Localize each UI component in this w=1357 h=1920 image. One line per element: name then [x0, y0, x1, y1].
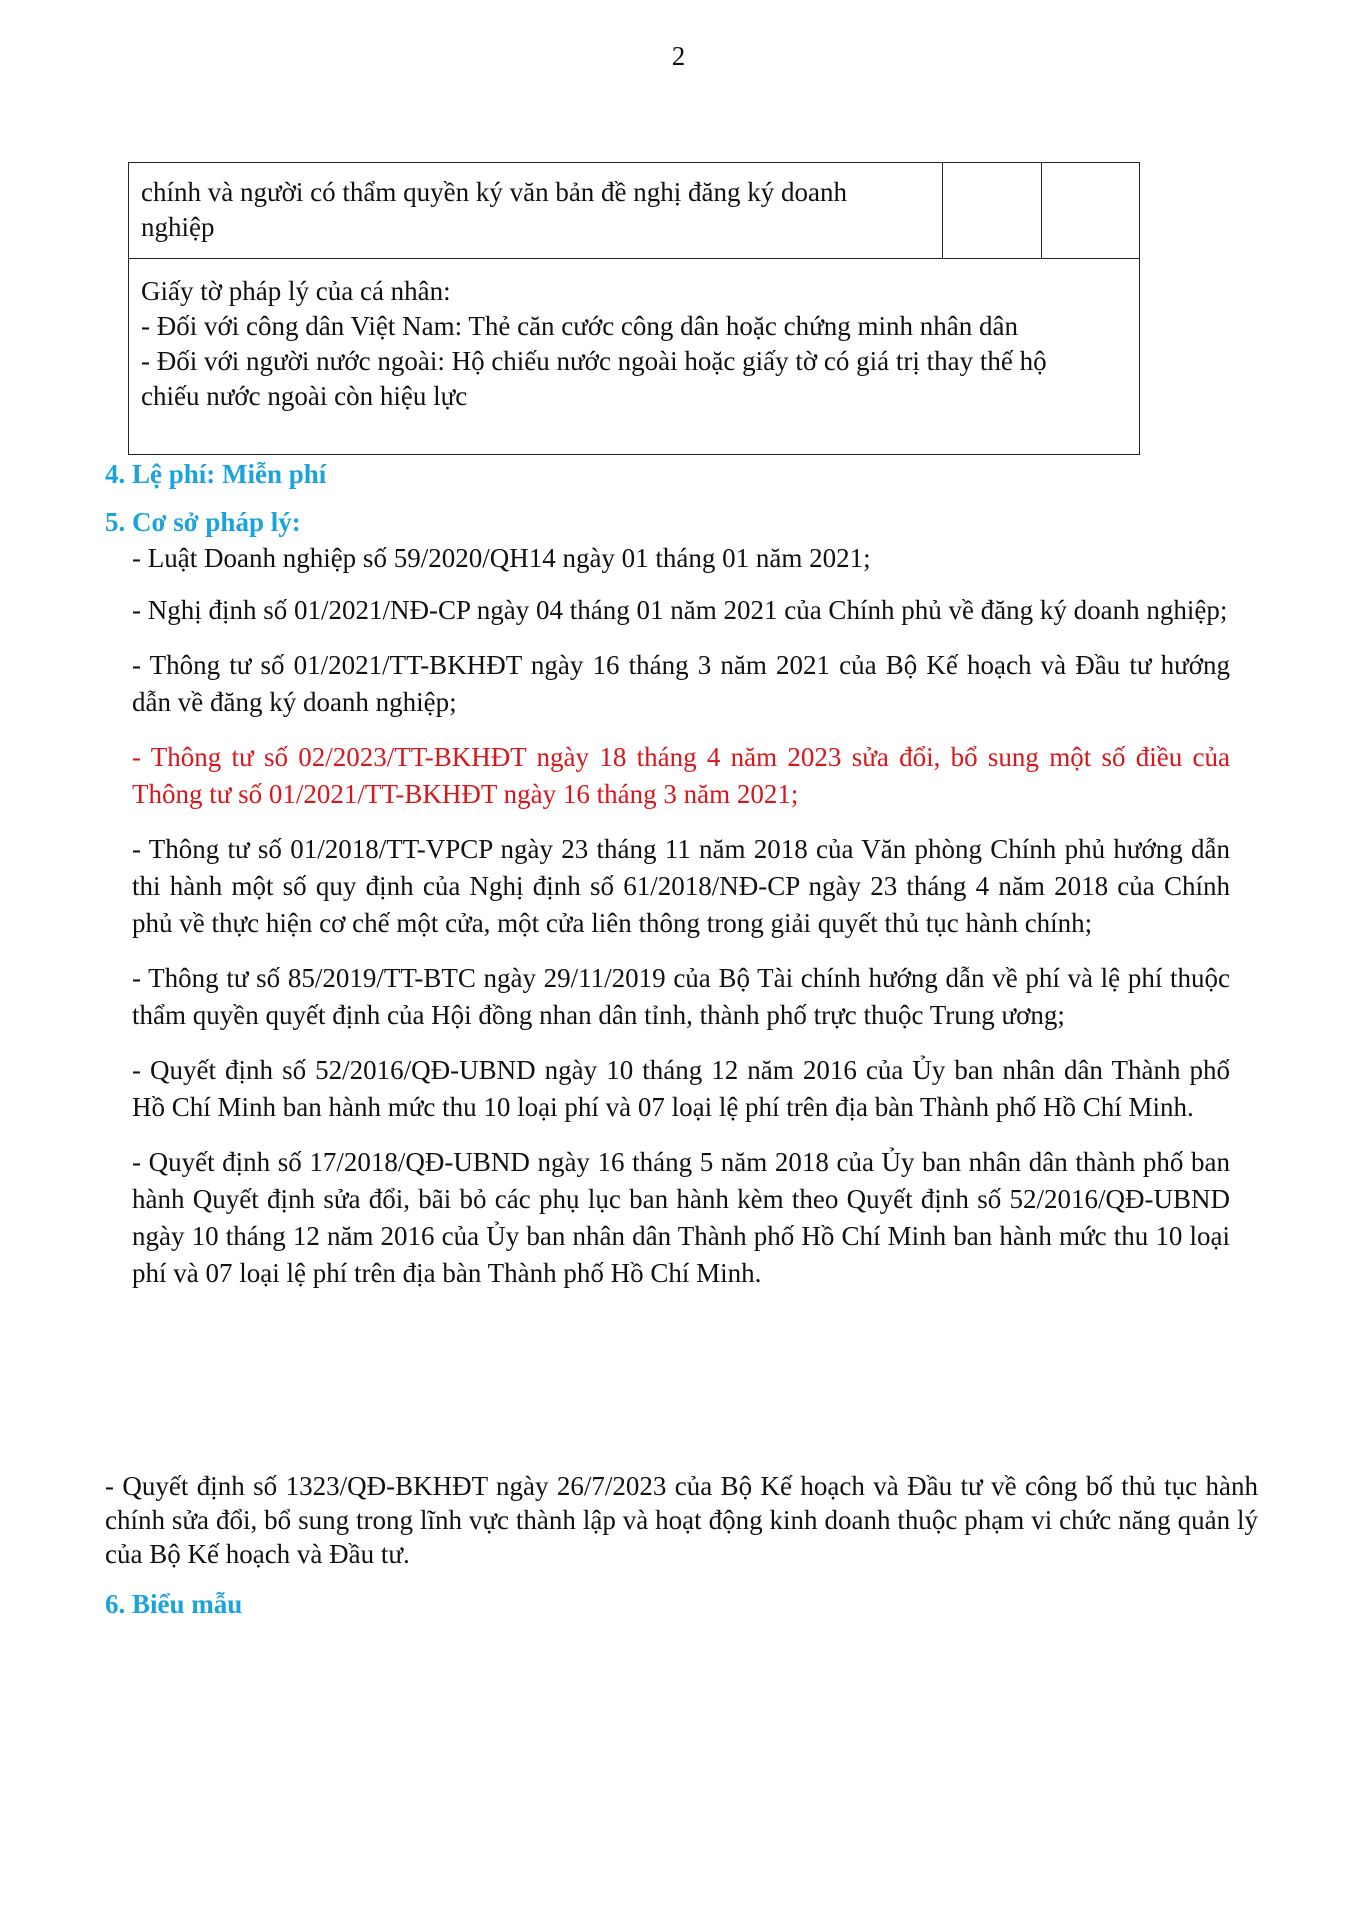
section-heading-fee: 4. Lệ phí: Miễn phí: [105, 459, 327, 489]
table-cell-line: Giấy tờ pháp lý của cá nhân:: [141, 276, 451, 306]
table-cell-original-count: [943, 163, 1041, 259]
page-number: 2: [671, 41, 686, 71]
section-heading-forms: 6. Biểu mẫu: [105, 1589, 243, 1619]
table-cell-legal-papers: [129, 259, 1140, 455]
table-cell-line: chính và người có thẩm quyền ký văn bản đề nghị đăng ký doanh: [141, 177, 848, 207]
legal-basis-item: - Luật Doanh nghiệp số 59/2020/QH14 ngày 01 tháng 01 năm 2021;: [132, 543, 871, 573]
table-cell-line: nghiệp: [141, 212, 215, 242]
table-cell-line: - Đối với công dân Việt Nam: Thẻ căn cước công dân hoặc chứng minh nhân dân: [141, 311, 1018, 341]
table-cell-line: chiếu nước ngoài còn hiệu lực: [141, 381, 468, 411]
legal-basis-item: - Quyết định số 17/2018/QĐ-UBND ngày 16 tháng 5 năm 2018 của Ủy ban nhân dân thành phố ban hành Quyết định sửa đổi, bãi bỏ các phụ lục ban hành kèm theo Quyết định số 52/2016/QĐ-UBND ngày 10 tháng 12 năm 2016 của Ủy ban nhân dân Thành phố Hồ Chí Minh ban hành mức thu 10 loại phí và 07 loại lệ phí trên địa bàn Thành phố Hồ Chí Minh.: [132, 1147, 1230, 1288]
table-cell-document-name: [129, 163, 943, 259]
legal-basis-item: - Thông tư số 85/2019/TT-BTC ngày 29/11/2019 của Bộ Tài chính hướng dẫn về phí và lệ phí thuộc thẩm quyền quyết định của Hội đồng nhan dân tỉnh, thành phố trực thuộc Trung ương;: [132, 963, 1230, 1030]
table-row: [129, 163, 1140, 259]
table-cell-copy-count: [1041, 163, 1139, 259]
document-table: [128, 162, 1140, 455]
section-heading-legal-basis: 5. Cơ sở pháp lý:: [105, 507, 301, 537]
legal-basis-item-amended: - Thông tư số 02/2023/TT-BKHĐT ngày 18 tháng 4 năm 2023 sửa đổi, bổ sung một số điều của Thông tư số 01/2021/TT-BKHĐT ngày 16 tháng 3 năm 2021;: [132, 742, 1230, 809]
table-cell-line: - Đối với người nước ngoài: Hộ chiếu nước ngoài hoặc giấy tờ có giá trị thay thế hộ: [141, 346, 1047, 376]
legal-basis-list: [132, 540, 1230, 1310]
legal-basis-item: - Thông tư số 01/2021/TT-BKHĐT ngày 16 tháng 3 năm 2021 của Bộ Kế hoạch và Đầu tư hướng dẫn về đăng ký doanh nghiệp;: [132, 650, 1230, 717]
legal-basis-item: - Thông tư số 01/2018/TT-VPCP ngày 23 tháng 11 năm 2018 của Văn phòng Chính phủ hướng dẫn thi hành một số quy định của Nghị định số 61/2018/NĐ-CP ngày 23 tháng 4 năm 2018 của Chính phủ về thực hiện cơ chế một cửa, một cửa liên thông trong giải quyết thủ tục hành chính;: [132, 834, 1230, 938]
legal-basis-item: - Nghị định số 01/2021/NĐ-CP ngày 04 tháng 01 năm 2021 của Chính phủ về đăng ký doanh nghiệp;: [132, 595, 1228, 625]
legal-basis-final-item: - Quyết định số 1323/QĐ-BKHĐT ngày 26/7/2023 của Bộ Kế hoạch và Đầu tư về công bố thủ tục hành chính sửa đổi, bổ sung trong lĩnh vực thành lập và hoạt động kinh doanh thuộc phạm vi chức năng quản lý của Bộ Kế hoạch và Đầu tư.: [105, 1471, 1258, 1569]
legal-basis-item: - Quyết định số 52/2016/QĐ-UBND ngày 10 tháng 12 năm 2016 của Ủy ban nhân dân Thành phố Hồ Chí Minh ban hành mức thu 10 loại phí và 07 loại lệ phí trên địa bàn Thành phố Hồ Chí Minh.: [132, 1055, 1230, 1122]
table-row: [129, 259, 1140, 455]
